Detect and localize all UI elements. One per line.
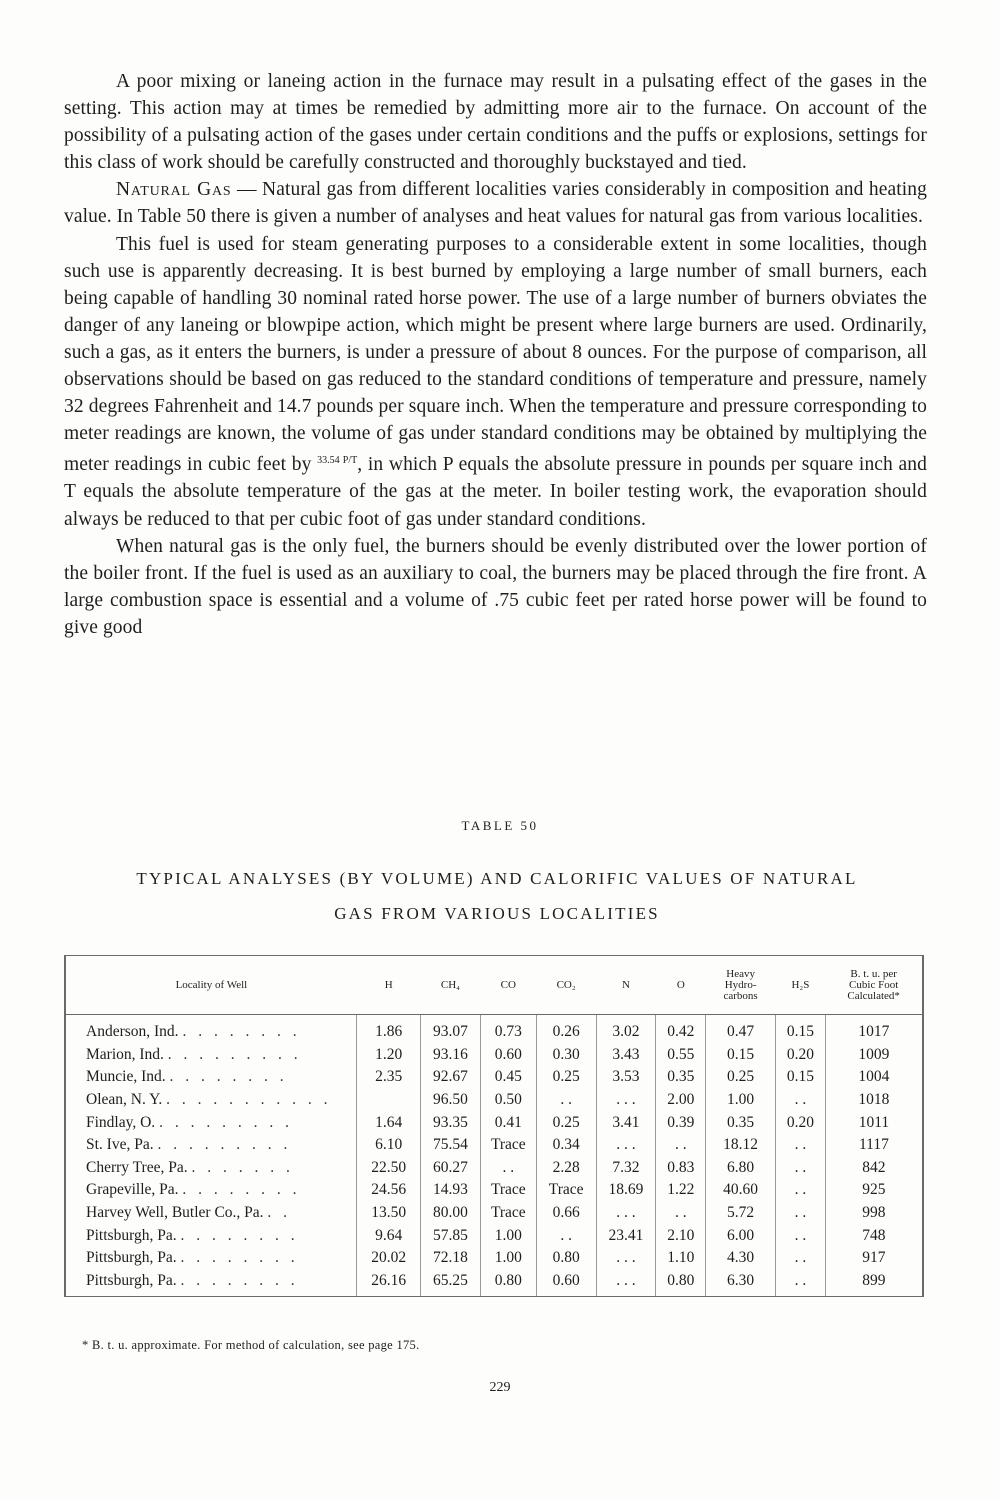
cell-h2s: . . [775, 1270, 825, 1297]
cell-ch4: 75.54 [421, 1134, 481, 1157]
cell-co: Trace [480, 1179, 536, 1202]
header-locality: Locality of Well [65, 956, 357, 1015]
cell-h: 13.50 [357, 1202, 421, 1225]
cell-locality: St. Ive, Pa. . . . . . . . . . [65, 1134, 357, 1157]
table-row [65, 1224, 923, 1247]
cell-o: 1.10 [656, 1247, 706, 1270]
cell-n: 3.02 [596, 1015, 656, 1044]
cell-co2: 0.60 [536, 1270, 596, 1297]
cell-locality: Pittsburgh, Pa. . . . . . . . . [65, 1247, 357, 1270]
cell-heavy: 0.47 [706, 1015, 776, 1044]
table-header-row [65, 956, 923, 1015]
cell-btu: 899 [825, 1270, 923, 1297]
cell-btu: 1011 [825, 1111, 923, 1134]
cell-btu: 925 [825, 1179, 923, 1202]
cell-btu: 1009 [825, 1044, 923, 1067]
paragraph-4: When natural gas is the only fuel, the burners should be evenly distributed over the lower portion of the boiler front. If the fuel is used as an auxiliary to coal, the burners may be placed through the fire front. A large combustion space is essential and a volume of .75 cubic feet per rated horse power will be found to give good [64, 535, 927, 638]
cell-ch4: 80.00 [421, 1202, 481, 1225]
cell-o: 1.22 [656, 1179, 706, 1202]
cell-h2s: 0.20 [775, 1111, 825, 1134]
cell-n: . . . [596, 1202, 656, 1225]
cell-co2: . . [536, 1224, 596, 1247]
cell-h: 1.86 [357, 1015, 421, 1044]
cell-co: 0.45 [480, 1066, 536, 1089]
header-h: H [357, 956, 421, 1015]
cell-n: 3.43 [596, 1044, 656, 1067]
cell-co: 0.80 [480, 1270, 536, 1297]
header-n: N [596, 956, 656, 1015]
cell-btu: 1017 [825, 1015, 923, 1044]
cell-heavy: 6.30 [706, 1270, 776, 1297]
cell-n: 23.41 [596, 1224, 656, 1247]
table-title-line-1: TYPICAL ANALYSES (BY VOLUME) AND CALORIFIC VALUES OF NATURAL [136, 869, 858, 888]
cell-n: 18.69 [596, 1179, 656, 1202]
cell-n: . . . [596, 1134, 656, 1157]
cell-heavy: 5.72 [706, 1202, 776, 1225]
cell-co2: 0.25 [536, 1111, 596, 1134]
table-row [65, 1202, 923, 1225]
cell-btu: 842 [825, 1157, 923, 1180]
cell-h2s: . . [775, 1247, 825, 1270]
cell-co2: 0.80 [536, 1247, 596, 1270]
cell-ch4: 14.93 [421, 1179, 481, 1202]
cell-h: 1.64 [357, 1111, 421, 1134]
cell-locality: Cherry Tree, Pa. . . . . . . . [65, 1157, 357, 1180]
table-title-line-2: GAS FROM VARIOUS LOCALITIES [334, 904, 660, 923]
body-text [64, 68, 927, 641]
table-row [65, 1247, 923, 1270]
cell-o: 2.10 [656, 1224, 706, 1247]
cell-o: 0.39 [656, 1111, 706, 1134]
table-row [65, 1134, 923, 1157]
page-number: 229 [489, 1380, 511, 1395]
header-co: CO [480, 956, 536, 1015]
cell-ch4: 93.07 [421, 1015, 481, 1044]
cell-heavy: 18.12 [706, 1134, 776, 1157]
cell-locality: Anderson, Ind. . . . . . . . . [65, 1015, 357, 1044]
cell-locality: Findlay, O. . . . . . . . . . [65, 1111, 357, 1134]
paragraph-3-end: , in which P equals the absolute pressure in pounds per square inch and T equals the absolute temperature of the gas at the meter. In boiler testing work, the evaporation should always be reduced to that per cubic foot of gas under standard conditions. [64, 454, 928, 530]
cell-btu: 998 [825, 1202, 923, 1225]
header-co2: CO₂ [536, 956, 596, 1015]
cell-co2: . . [536, 1089, 596, 1112]
cell-n: 3.41 [596, 1111, 656, 1134]
cell-n: 3.53 [596, 1066, 656, 1089]
cell-co: 0.73 [480, 1015, 536, 1044]
cell-ch4: 65.25 [421, 1270, 481, 1297]
cell-co: 1.00 [480, 1224, 536, 1247]
cell-o: . . [656, 1134, 706, 1157]
cell-h: 20.02 [357, 1247, 421, 1270]
cell-o: 0.80 [656, 1270, 706, 1297]
cell-btu: 1004 [825, 1066, 923, 1089]
cell-locality: Pittsburgh, Pa. . . . . . . . . [65, 1224, 357, 1247]
header-ch4: CH₄ [421, 956, 481, 1015]
header-btu: B. t. u. per Cubic Foot Calculated* [825, 956, 923, 1015]
cell-co2: 2.28 [536, 1157, 596, 1180]
cell-ch4: 96.50 [421, 1089, 481, 1112]
cell-heavy: 6.00 [706, 1224, 776, 1247]
cell-h [357, 1089, 421, 1112]
table-row [65, 1066, 923, 1089]
cell-co2: 0.66 [536, 1202, 596, 1225]
cell-h2s: 0.15 [775, 1015, 825, 1044]
cell-ch4: 93.35 [421, 1111, 481, 1134]
cell-btu: 1018 [825, 1089, 923, 1112]
table-footnote: * B. t. u. approximate. For method of calculation, see page 175. [82, 1338, 420, 1352]
table-row [65, 1111, 923, 1134]
cell-h2s: . . [775, 1157, 825, 1180]
cell-btu: 1117 [825, 1134, 923, 1157]
paragraph-2 [64, 176, 927, 230]
cell-co: . . [480, 1157, 536, 1180]
cell-h: 9.64 [357, 1224, 421, 1247]
cell-h: 2.35 [357, 1066, 421, 1089]
cell-h2s: 0.15 [775, 1066, 825, 1089]
cell-h2s: . . [775, 1089, 825, 1112]
cell-btu: 917 [825, 1247, 923, 1270]
cell-co2: 0.25 [536, 1066, 596, 1089]
cell-co2: 0.30 [536, 1044, 596, 1067]
paragraph-3-start: This fuel is used for steam generating purposes to a considerable extent in some localities, though such use is apparently decreasing. It is best burned by employing a large number of small burners, each being capable of handling 30 nominal rated horse power. The use of a large number of burners obviates the danger of any laneing or blowpipe action, which might be present where large burners are used. Ordinarily, such a gas, as it enters the burners, is under a pressure of about 8 ounces. For the purpose of comparison, all observations should be based on gas reduced to the standard conditions of temperature and pressure, namely 32 degrees Fahrenheit and 14.7 pounds per square inch. When the temperature and pressure corresponding to meter readings are known, the volume of gas under standard conditions may be obtained by multiplying the meter readings in cubic feet by [64, 233, 927, 476]
cell-h: 24.56 [357, 1179, 421, 1202]
paragraph-2-body: — Natural gas from different localities varies considerably in composition and heating value. In Table 50 there is given a number of analyses and heat values for natural gas from various localities. [64, 179, 928, 228]
cell-co2: 0.26 [536, 1015, 596, 1044]
cell-h2s: . . [775, 1224, 825, 1247]
cell-h2s: . . [775, 1134, 825, 1157]
cell-h: 1.20 [357, 1044, 421, 1067]
paragraph-1: A poor mixing or laneing action in the furnace may result in a pulsating effect of the gases in the setting. This action may at times be remedied by admitting more air to the furnace. On account of the possibility of a pulsating action of the gases under certain conditions and the puffs or explosions, settings for this class of work should be carefully constructed and thoroughly buckstayed and tied. [64, 71, 927, 174]
cell-ch4: 57.85 [421, 1224, 481, 1247]
cell-co: Trace [480, 1202, 536, 1225]
table-row [65, 1044, 923, 1067]
cell-h: 26.16 [357, 1270, 421, 1297]
cell-ch4: 60.27 [421, 1157, 481, 1180]
cell-btu: 748 [825, 1224, 923, 1247]
table-row [65, 1179, 923, 1202]
cell-h: 6.10 [357, 1134, 421, 1157]
cell-ch4: 72.18 [421, 1247, 481, 1270]
cell-locality: Olean, N. Y. . . . . . . . . . . . [65, 1089, 357, 1112]
cell-co2: 0.34 [536, 1134, 596, 1157]
table-row [65, 1015, 923, 1044]
cell-ch4: 93.16 [421, 1044, 481, 1067]
cell-co: 0.60 [480, 1044, 536, 1067]
cell-o: 0.35 [656, 1066, 706, 1089]
cell-o: . . [656, 1202, 706, 1225]
cell-co: 0.41 [480, 1111, 536, 1134]
cell-h2s: 0.20 [775, 1044, 825, 1067]
volume-formula: 33.54 P/T [317, 455, 358, 467]
table-title [64, 861, 930, 931]
cell-ch4: 92.67 [421, 1066, 481, 1089]
cell-heavy: 0.25 [706, 1066, 776, 1089]
cell-n: . . . [596, 1247, 656, 1270]
cell-o: 2.00 [656, 1089, 706, 1112]
table-row [65, 1157, 923, 1180]
cell-locality: Pittsburgh, Pa. . . . . . . . . [65, 1270, 357, 1297]
table-row [65, 1089, 923, 1112]
cell-h2s: . . [775, 1202, 825, 1225]
header-h2s: H₂S [775, 956, 825, 1015]
cell-heavy: 6.80 [706, 1157, 776, 1180]
section-heading-natural-gas: Natural Gas [116, 179, 232, 201]
natural-gas-analysis-table [64, 955, 924, 1297]
cell-locality: Harvey Well, Butler Co., Pa. . . [65, 1202, 357, 1225]
cell-co2: Trace [536, 1179, 596, 1202]
cell-co: Trace [480, 1134, 536, 1157]
cell-n: . . . [596, 1270, 656, 1297]
cell-co: 1.00 [480, 1247, 536, 1270]
cell-h: 22.50 [357, 1157, 421, 1180]
cell-co: 0.50 [480, 1089, 536, 1112]
cell-heavy: 0.35 [706, 1111, 776, 1134]
cell-o: 0.55 [656, 1044, 706, 1067]
paragraph-3 [64, 231, 927, 533]
table-row [65, 1270, 923, 1297]
cell-heavy: 4.30 [706, 1247, 776, 1270]
header-o: O [656, 956, 706, 1015]
cell-locality: Marion, Ind. . . . . . . . . . [65, 1044, 357, 1067]
cell-locality: Grapeville, Pa. . . . . . . . . [65, 1179, 357, 1202]
cell-heavy: 0.15 [706, 1044, 776, 1067]
cell-o: 0.83 [656, 1157, 706, 1180]
cell-heavy: 40.60 [706, 1179, 776, 1202]
cell-locality: Muncie, Ind. . . . . . . . . [65, 1066, 357, 1089]
cell-h2s: . . [775, 1179, 825, 1202]
cell-heavy: 1.00 [706, 1089, 776, 1112]
cell-n: 7.32 [596, 1157, 656, 1180]
cell-o: 0.42 [656, 1015, 706, 1044]
table-label: TABLE 50 [461, 818, 539, 833]
header-heavy-hydrocarbons: Heavy Hydro- carbons [706, 956, 776, 1015]
cell-n: . . . [596, 1089, 656, 1112]
